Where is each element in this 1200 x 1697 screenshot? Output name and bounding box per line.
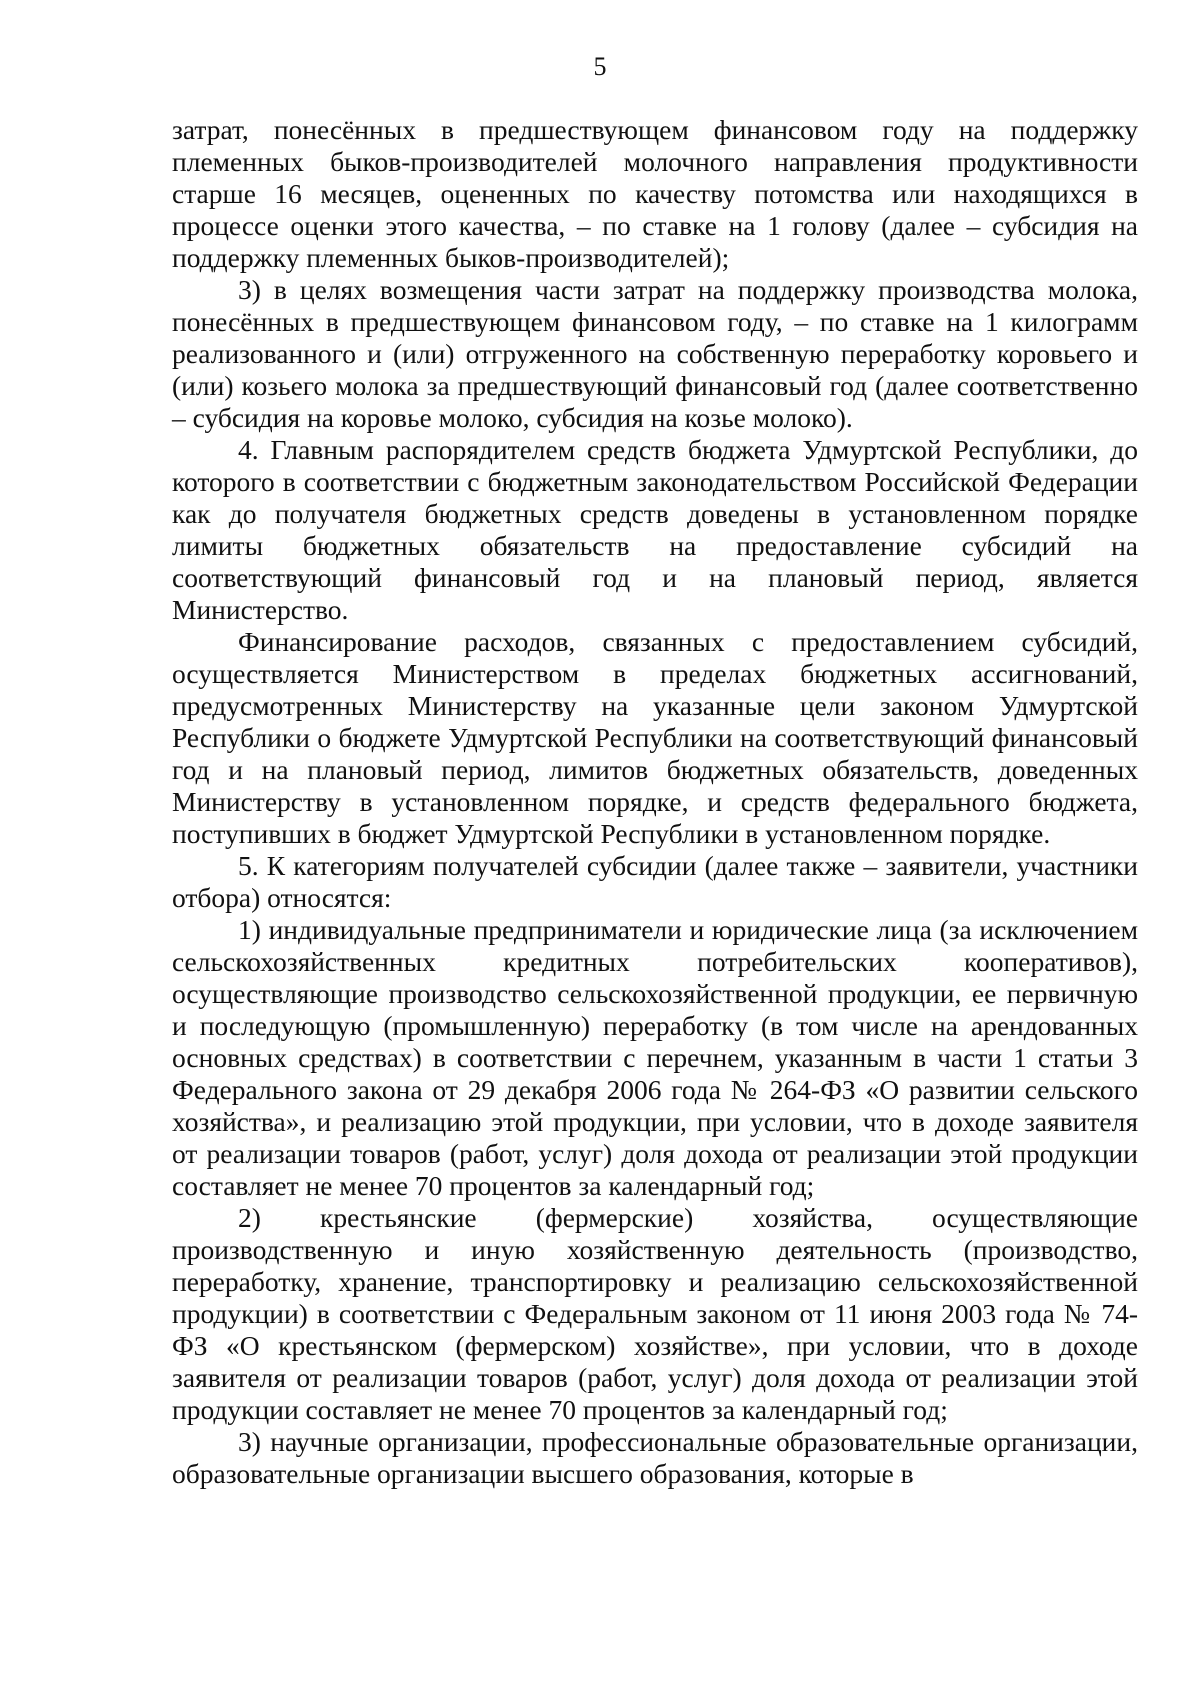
paragraph-section-4-budget-manager: 4. Главным распорядителем средств бюджета Удмуртской Республики, до которого в соответствии с бюджетным законодательством Российской Федерации как до получателя бюджетных средств доведены в установленном порядке лимиты бюджетных обязательств на предоставление субсидий на соответствующий финансовый год и на плановый период, является Министерство. <box>172 434 1138 625</box>
paragraph-section-5-recipients: 5. К категориям получателей субсидии (далее также – заявители, участники отбора) относятся: <box>172 850 1138 913</box>
paragraph-financing: Финансирование расходов, связанных с предоставлением субсидий, осуществляется Министерством в пределах бюджетных ассигнований, предусмотренных Министерству на указанные цели законом Удмуртской Республики о бюджете Удмуртской Республики на соответствующий финансовый год и на плановый период, лимитов бюджетных обязательств, доведенных Министерству в установленном порядке, и средств федерального бюджета, поступивших в бюджет Удмуртской Республики в установленном порядке. <box>172 626 1138 849</box>
paragraph-recipient-2-farms: 2) крестьянские (фермерские) хозяйства, осуществляющие производственную и иную хозяйственную деятельность (производство, переработку, хранение, транспортировку и реализацию сельскохозяйственной продукции) в соответствии с Федеральным законом от 11 июня 2003 года № 74-ФЗ «О крестьянском (фермерском) хозяйстве», при условии, что в доходе заявителя от реализации товаров (работ, услуг) доля дохода от реализации этой продукции составляет не менее 70 процентов за календарный год; <box>172 1202 1138 1425</box>
paragraph-recipient-1-entrepreneurs: 1) индивидуальные предприниматели и юридические лица (за исключением сельскохозяйственных кредитных потребительских кооперативов), осуществляющие производство сельскохозяйственной продукции, ее первичную и последующую (промышленную) переработку (в том числе на арендованных основных средствах) в соответствии с перечнем, указанным в части 1 статьи 3 Федерального закона от 29 декабря 2006 года № 264-ФЗ «О развитии сельского хозяйства», и реализацию этой продукции, при условии, что в доходе заявителя от реализации товаров (работ, услуг) доля дохода от реализации этой продукции составляет не менее 70 процентов за календарный год; <box>172 914 1138 1201</box>
paragraph-continuation: затрат, понесённых в предшествующем финансовом году на поддержку племенных быков-производителей молочного направления продуктивности старше 16 месяцев, оцененных по качеству потомства или находящихся в процессе оценки этого качества, – по ставке на 1 голову (далее – субсидия на поддержку племенных быков-производителей); <box>172 114 1138 273</box>
document-body <box>172 114 1138 1490</box>
paragraph-recipient-3-organizations: 3) научные организации, профессиональные образовательные организации, образовательные организации высшего образования, которые в <box>172 1426 1138 1489</box>
page-number: 5 <box>593 52 607 81</box>
paragraph-item-3-milk-subsidy: 3) в целях возмещения части затрат на поддержку производства молока, понесённых в предшествующем финансовом году, – по ставке на 1 килограмм реализованного и (или) отгруженного на собственную переработку коровьего и (или) козьего молока за предшествующий финансовый год (далее соответственно – субсидия на коровье молоко, субсидия на козье молоко). <box>172 274 1138 433</box>
